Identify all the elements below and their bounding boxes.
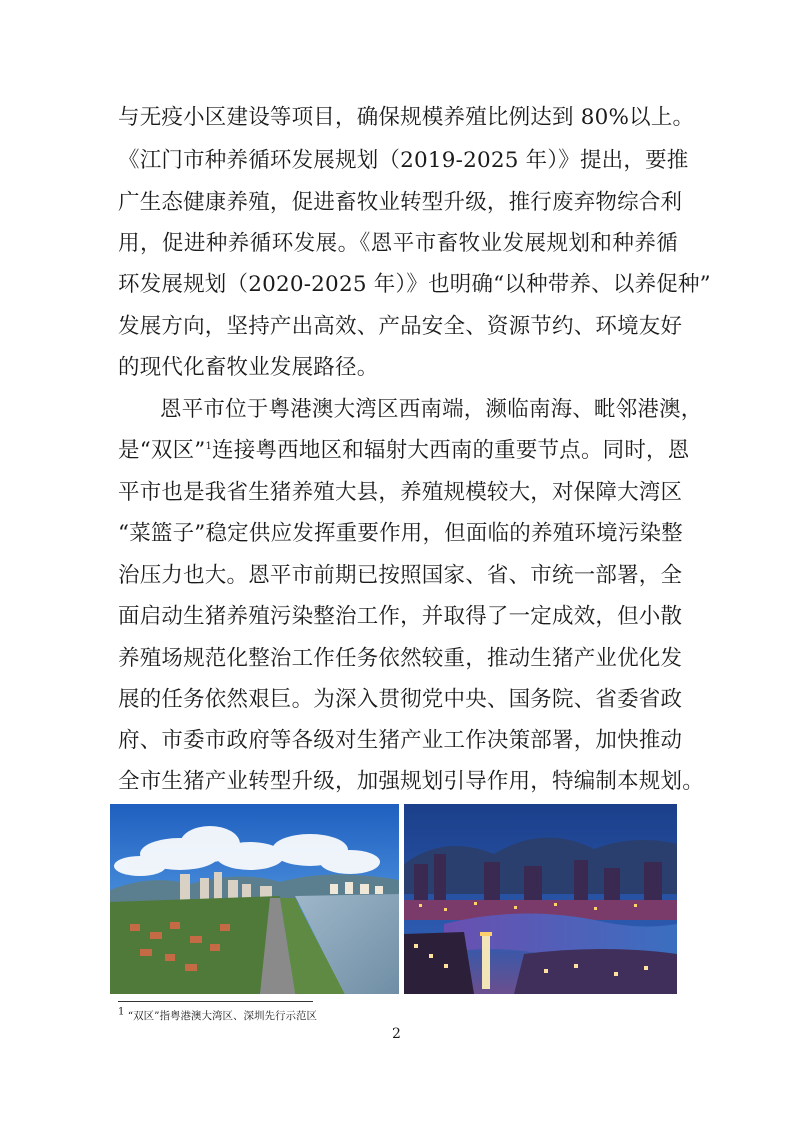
text-line xyxy=(118,436,690,466)
footnote-text: “双区”指粤港澳大湾区、深圳先行示范区 xyxy=(127,1010,317,1022)
page-number: 2 xyxy=(392,1026,401,1042)
city-daytime-image xyxy=(110,804,399,994)
text-line: 与无疫小区建设等项目，确保规模养殖比例达到 80%以上。 xyxy=(118,105,695,130)
text-line: 恩平市位于粤港澳大湾区西南端，濒临南海、毗邻港澳， xyxy=(160,397,703,422)
text-line: “菜篮子”稳定供应发挥重要作用，但面临的养殖环境污染整 xyxy=(118,521,683,546)
text-line: 发展方向，坚持产出高效、产品安全、资源节约、环境友好 xyxy=(118,314,683,339)
text-line: 养殖场规范化整治工作任务依然较重，推动生猪产业优化发 xyxy=(118,646,683,671)
text-line: 《江门市种养循环发展规划（2019-2025 年）》提出，要推 xyxy=(118,148,689,173)
footnote-reference: 1 xyxy=(205,440,213,452)
text-line: 府、市委市政府等各级对生猪产业工作决策部署，加快推动 xyxy=(118,728,683,753)
city-night-photo xyxy=(404,804,677,994)
city-night-image xyxy=(404,804,677,994)
text-line: 用，促进种养循环发展。《恩平市畜牧业发展规划和种养循 xyxy=(118,231,678,256)
text-span: 连接粤西地区和辐射大西南的重要节点。同时，恩 xyxy=(212,438,690,463)
text-line: 平市也是我省生猪养殖大县，养殖规模较大，对保障大湾区 xyxy=(118,480,683,505)
text-line: 广生态健康养殖，促进畜牧业转型升级，推行废弃物综合利 xyxy=(118,190,683,215)
footnote-marker: 1 xyxy=(118,1006,125,1018)
footnote xyxy=(118,1006,317,1023)
footnote-separator xyxy=(118,1001,313,1002)
text-line: 全市生猪产业转型升级，加强规划引导作用，特编制本规划。 xyxy=(118,769,704,794)
text-line: 环发展规划（2020-2025 年）》也明确“以种带养、以养促种” xyxy=(118,272,711,297)
text-span: 是“双区” xyxy=(118,438,206,463)
city-daytime-photo xyxy=(110,804,399,994)
text-line: 的现代化畜牧业发展路径。 xyxy=(118,355,379,380)
text-line: 治压力也大。恩平市前期已按照国家、省、市统一部署，全 xyxy=(118,563,683,588)
text-line: 展的任务依然艰巨。为深入贯彻党中央、国务院、省委省政 xyxy=(118,687,683,712)
text-line: 面启动生猪养殖污染整治工作，并取得了一定成效，但小散 xyxy=(118,604,683,629)
